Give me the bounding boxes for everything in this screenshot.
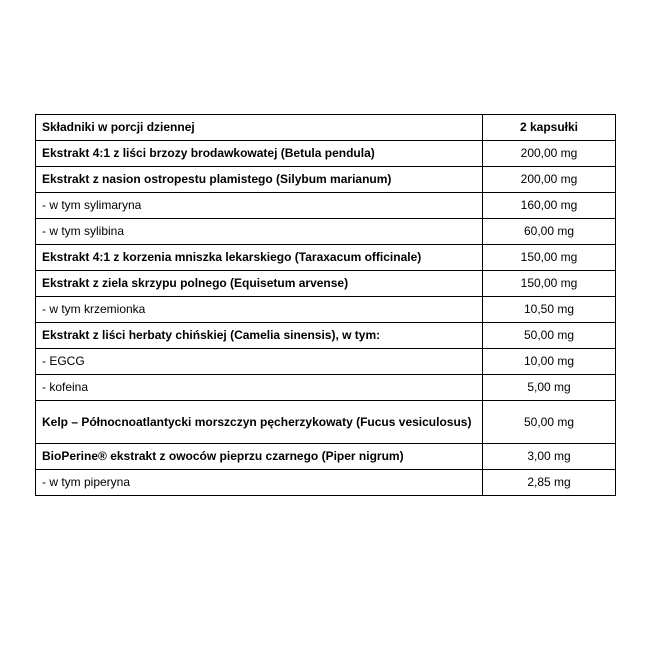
ingredient-amount: 3,00 mg bbox=[483, 444, 616, 470]
table-row bbox=[36, 167, 616, 193]
table-row bbox=[36, 297, 616, 323]
table-row bbox=[36, 375, 616, 401]
ingredient-amount: 60,00 mg bbox=[483, 219, 616, 245]
ingredient-name: - w tym piperyna bbox=[36, 470, 483, 496]
ingredient-amount: 150,00 mg bbox=[483, 271, 616, 297]
ingredient-name: Ekstrakt 4:1 z liści brzozy brodawkowatej (Betula pendula) bbox=[36, 141, 483, 167]
ingredient-name: - w tym sylibina bbox=[36, 219, 483, 245]
table-row bbox=[36, 401, 616, 444]
header-ingredients-label: Składniki w porcji dziennej bbox=[36, 115, 483, 141]
ingredient-amount: 10,00 mg bbox=[483, 349, 616, 375]
ingredient-amount: 200,00 mg bbox=[483, 167, 616, 193]
ingredient-name: - w tym krzemionka bbox=[36, 297, 483, 323]
ingredient-amount: 10,50 mg bbox=[483, 297, 616, 323]
table-header-row bbox=[36, 115, 616, 141]
ingredient-name: BioPerine® ekstrakt z owoców pieprzu czarnego (Piper nigrum) bbox=[36, 444, 483, 470]
ingredient-name: Ekstrakt 4:1 z korzenia mniszka lekarskiego (Taraxacum officinale) bbox=[36, 245, 483, 271]
ingredient-name: Kelp – Północnoatlantycki morszczyn pęcherzykowaty (Fucus vesiculosus) bbox=[36, 401, 483, 444]
table-row bbox=[36, 444, 616, 470]
table-row bbox=[36, 245, 616, 271]
ingredient-amount: 50,00 mg bbox=[483, 401, 616, 444]
ingredient-amount: 160,00 mg bbox=[483, 193, 616, 219]
ingredient-name: Ekstrakt z liści herbaty chińskiej (Camelia sinensis), w tym: bbox=[36, 323, 483, 349]
ingredient-amount: 5,00 mg bbox=[483, 375, 616, 401]
ingredient-name: Ekstrakt z ziela skrzypu polnego (Equisetum arvense) bbox=[36, 271, 483, 297]
header-serving-label: 2 kapsułki bbox=[483, 115, 616, 141]
table-row bbox=[36, 193, 616, 219]
table-row bbox=[36, 219, 616, 245]
table-row bbox=[36, 141, 616, 167]
ingredient-name: - EGCG bbox=[36, 349, 483, 375]
table-row bbox=[36, 349, 616, 375]
ingredients-table bbox=[35, 114, 616, 496]
ingredient-amount: 2,85 mg bbox=[483, 470, 616, 496]
ingredient-amount: 50,00 mg bbox=[483, 323, 616, 349]
ingredient-amount: 150,00 mg bbox=[483, 245, 616, 271]
table-row bbox=[36, 470, 616, 496]
ingredient-name: - w tym sylimaryna bbox=[36, 193, 483, 219]
ingredient-name: Ekstrakt z nasion ostropestu plamistego (Silybum marianum) bbox=[36, 167, 483, 193]
ingredient-name: - kofeina bbox=[36, 375, 483, 401]
table-row bbox=[36, 323, 616, 349]
ingredient-amount: 200,00 mg bbox=[483, 141, 616, 167]
table-row bbox=[36, 271, 616, 297]
